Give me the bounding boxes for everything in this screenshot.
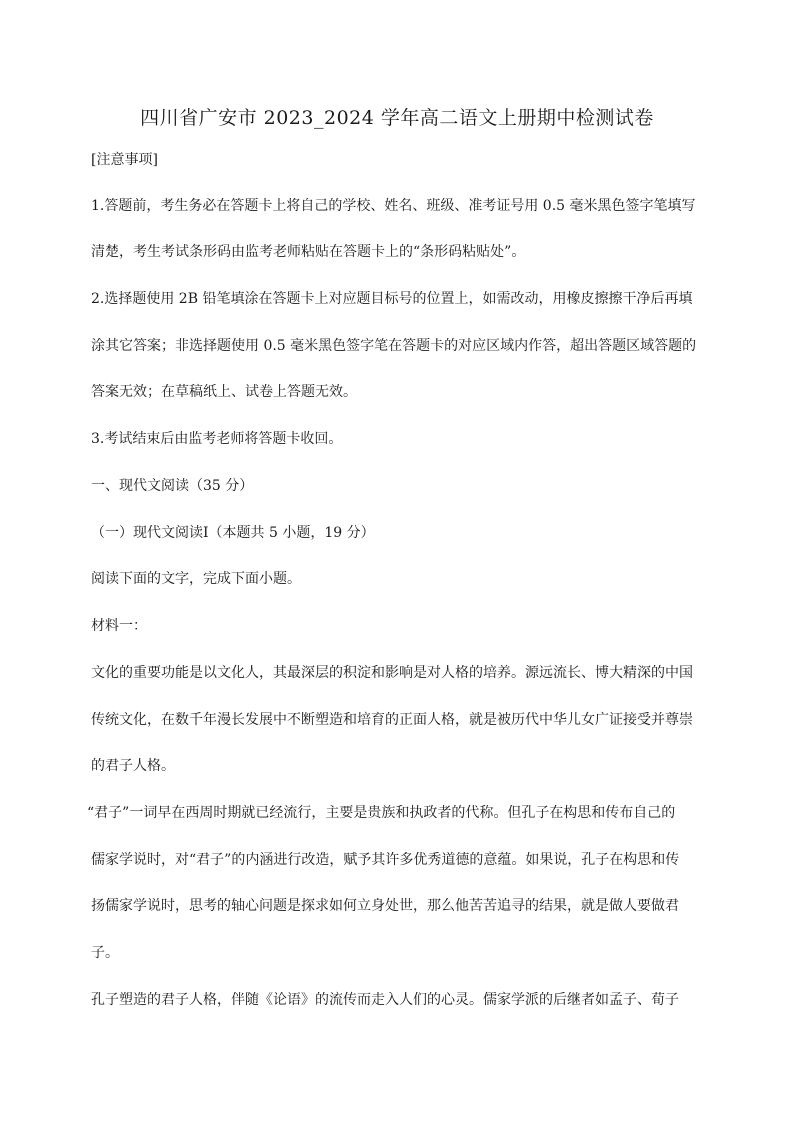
passage-line: 孔子塑造的君子人格，伴随《论语》的流传而走入人们的心灵。儒家学派的后继者如孟子、荀子: [91, 992, 679, 1008]
passage-line: 传统文化，在数千年漫长发展中不断塑造和培育的正面人格，就是被历代中华儿女广证接受并尊崇: [91, 712, 693, 728]
passage-line: 扬儒家学说时，思考的轴心问题是探求如何立身处世，那么他苦苦追寻的结果，就是做人要做君: [91, 898, 679, 914]
notice-item-1-line-1: 1.答题前，考生务必在答题卡上将自己的学校、姓名、班级、准考证号用 0.5 毫米黑色签字笔填写: [91, 198, 696, 214]
exam-title: 四川省广安市 2023_2024 学年高二语文上册期中检测试卷: [140, 107, 654, 129]
passage-line: 的君子人格。: [91, 758, 175, 774]
notice-heading: [注意事项]: [91, 152, 158, 168]
passage-line: 儒家学说时，对“君子”的内涵进行改造，赋予其许多优秀道德的意蕴。如果说，孔子在构思和传: [91, 852, 680, 868]
notice-item-1-line-2: 清楚，考生考试条形码由监考老师粘贴在答题卡上的“条形码粘贴处”。: [91, 244, 526, 260]
notice-item-2-line-1: 2.选择题使用 2B 铅笔填涂在答题卡上对应题目标号的位置上，如需改动，用橡皮擦擦干净后再填: [91, 291, 693, 307]
passage-line: 文化的重要功能是以文化人，其最深层的积淀和影响是对人格的培养。源远流长、博大精深的中国: [91, 665, 693, 681]
reading-instruction: 阅读下面的文字，完成下面小题。: [91, 571, 301, 587]
passage-line: “君子”一词早在西周时期就已经流行，主要是贵族和执政者的代称。但孔子在构思和传布自己的: [87, 805, 676, 821]
notice-item-2-line-2: 涂其它答案；非选择题使用 0.5 毫米黑色签字笔在答题卡的对应区域内作答，超出答题区域答题的: [91, 338, 697, 354]
passage-line: 子。: [91, 945, 119, 961]
material-label: 材料一：: [91, 618, 147, 634]
notice-item-2-line-3: 答案无效；在草稿纸上、试卷上答题无效。: [91, 384, 357, 400]
subsection-heading: （一）现代文阅读Ⅰ（本题共 5 小题，19 分）: [91, 525, 375, 541]
notice-item-3-line-1: 3.考试结束后由监考老师将答题卡收回。: [91, 431, 343, 447]
section-heading: 一、现代文阅读（35 分）: [91, 478, 254, 494]
